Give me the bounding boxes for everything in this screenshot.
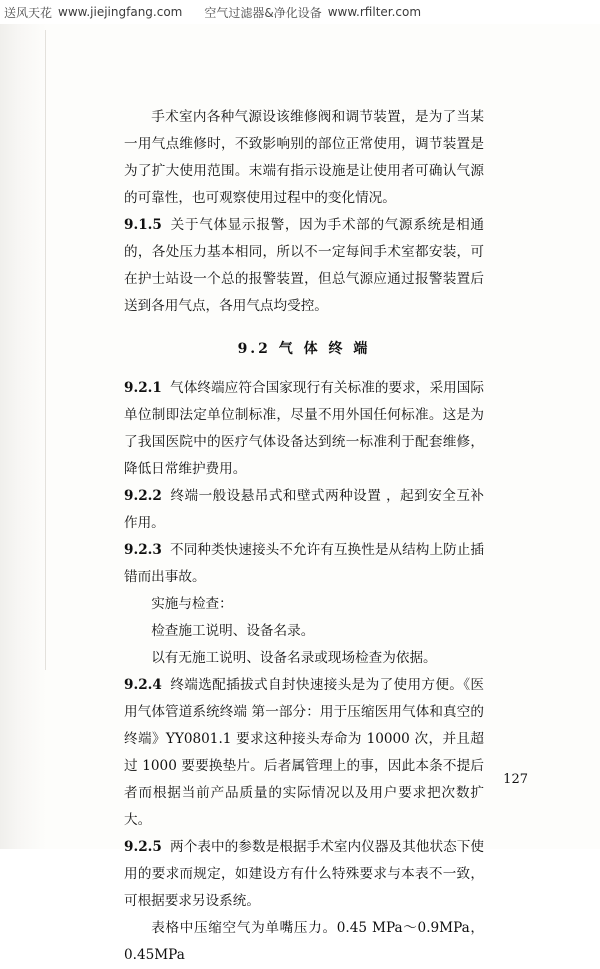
paragraph-9-2-3-text: 不同种类快速接头不允许有互换性是从结构上防止插错而出事故。 bbox=[124, 542, 484, 585]
page-number: 127 bbox=[503, 772, 528, 787]
paragraph-9-2-4-text: 终端选配插拔式自封快速接头是为了使用方便。《医用气体管道系统终端 第一部分：用于压缩医用气体和真空的终端》YY0801.1 要求这种接头寿命为 10000 次，并且超过 1000 要要换垫片。后者属管理上的事，因此本条不提后者而根据当前产品质量的实际情况以及用户要求把次数扩大。 bbox=[124, 677, 484, 828]
paragraph-9-2-2-text: 终端一般设悬吊式和壁式两种设置 ，起到安全互补作用。 bbox=[124, 488, 484, 531]
paragraph-implementation-text: 实施与检查： bbox=[151, 596, 233, 612]
paragraph-tail bbox=[124, 915, 484, 969]
paragraph-9-1-5-text: 关于气体显示报警，因为手术部的气源系统是相通的，各处压力基本相同，所以不一定每间手术室都安装，可在护士站设一个总的报警装置，但总气源应通过报警装置后送到各用气点，各用气点均受控。 bbox=[124, 217, 484, 314]
paragraph-tail-text: 表格中压缩空气为单嘴压力。0.45 MPa～0.9MPa，0.45MPa bbox=[124, 920, 484, 963]
page-gutter-shadow bbox=[0, 24, 46, 849]
watermark-header bbox=[0, 0, 600, 24]
clause-number-9-2-2: 9.2.2 bbox=[124, 488, 162, 504]
paragraph-check-2-text: 以有无施工说明、设备名录或现场检查为依据。 bbox=[151, 650, 437, 666]
watermark-site-name-cn: 送风天花 bbox=[4, 5, 53, 20]
paragraph-9-2-5 bbox=[124, 834, 484, 915]
paragraph-check-1-text: 检查施工说明、设备名录。 bbox=[151, 623, 315, 639]
clause-number-9-2-1: 9.2.1 bbox=[124, 380, 162, 396]
paragraph-9-2-2 bbox=[124, 483, 484, 537]
paragraph-9-2-1 bbox=[124, 375, 484, 483]
clause-number-9-1-5: 9.1.5 bbox=[124, 217, 162, 233]
paragraph-check-2 bbox=[124, 645, 484, 672]
paragraph-9-2-3 bbox=[124, 537, 484, 591]
watermark-url-secondary: www.rfilter.com bbox=[327, 5, 422, 19]
paragraph-check-1 bbox=[124, 618, 484, 645]
paragraph-9-2-4 bbox=[124, 672, 484, 834]
paragraph-9-2-5-text: 两个表中的参数是根据手术室内仪器及其他状态下使用的要求而规定，如建设方有什么特殊要求与本表不一致，可根据要求另设系统。 bbox=[124, 839, 484, 909]
paragraph-intro bbox=[124, 104, 484, 212]
clause-number-9-2-3: 9.2.3 bbox=[124, 542, 162, 558]
page-gutter-line bbox=[45, 30, 46, 670]
paragraph-9-1-5 bbox=[124, 212, 484, 320]
watermark-url-primary: www.jiejingfang.com bbox=[58, 5, 183, 19]
clause-number-9-2-4: 9.2.4 bbox=[124, 677, 162, 693]
clause-number-9-2-5: 9.2.5 bbox=[124, 839, 162, 855]
paragraph-9-2-1-text: 气体终端应符合国家现行有关标准的要求，采用国际单位制即法定单位制标准，尽量不用外国任何标准。这是为了我国医院中的医疗气体设备达到统一标准利于配套维修，降低日常维护费用。 bbox=[124, 380, 484, 477]
watermark-product-text: 空气过滤器&净化设备 bbox=[204, 5, 322, 20]
paragraph-implementation bbox=[124, 591, 484, 618]
section-heading-9-2: 9.2 气 体 终 端 bbox=[237, 341, 371, 357]
body-text-column bbox=[124, 104, 484, 969]
paragraph-intro-text: 手术室内各种气源设该维修阀和调节装置，是为了当某一用气点维修时，不致影响别的部位正常使用，调节装置是为了扩大使用范围。末端有指示设施是让使用者可确认气源的可靠性，也可观察使用过程中的变化情况。 bbox=[124, 109, 484, 206]
